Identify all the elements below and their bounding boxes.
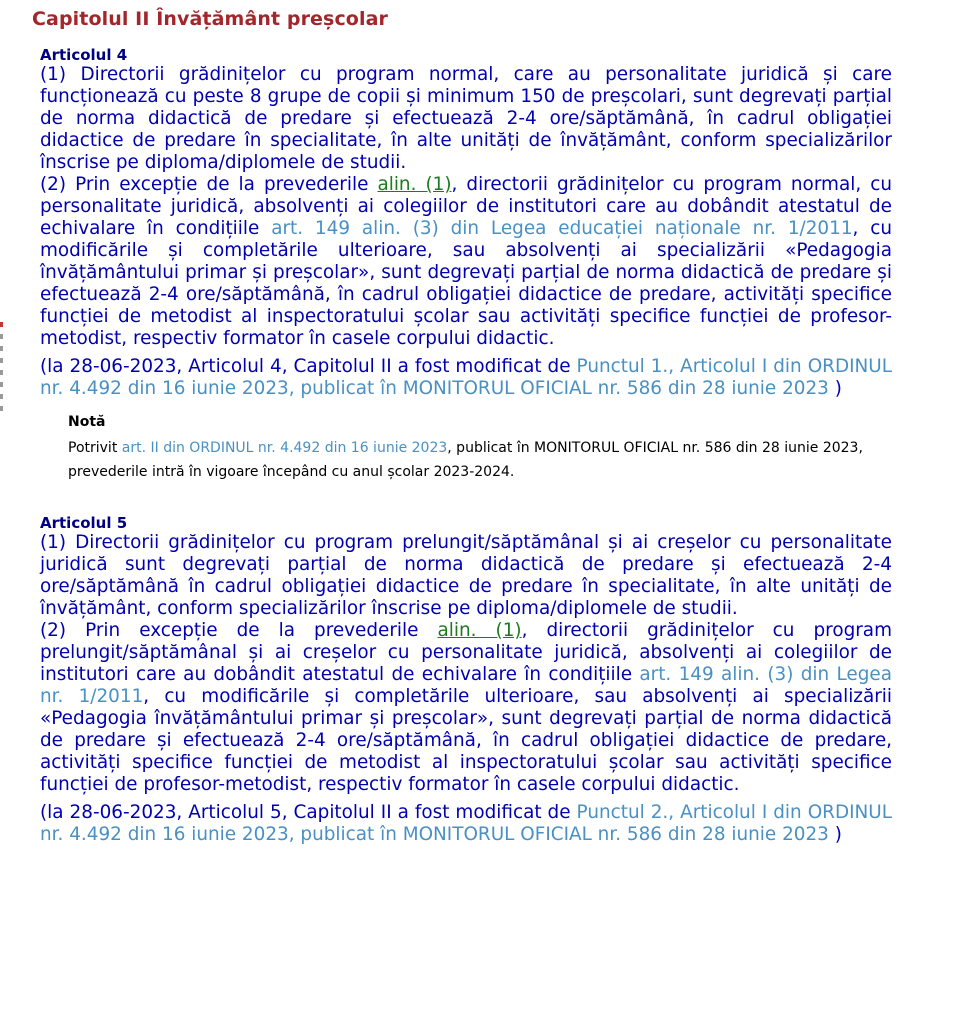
- legea-reference-link[interactable]: art. 149 alin. (3) din Legea educației naționale nr. 1/2011: [271, 218, 853, 239]
- alin-1-link[interactable]: alin. (1): [377, 174, 452, 195]
- article-5-paragraph-1: (1) Directorii grădinițelor cu program prelungit/săptămânal și ai creșelor cu personalitate juridică sunt degrevați parțial de norma didactică de predare și efectuează 2-4 ore/săptămână în cadrul obligației didactice de predare în specialitate, în alte unități de învățământ, conform specializărilor înscrise pe diploma/diplomele de studii.: [40, 532, 892, 619]
- article-5-heading: Articolul 5: [40, 514, 128, 532]
- article-4-heading: Articolul 4: [40, 46, 128, 64]
- article-4: [30, 46, 892, 400]
- margin-markers: [0, 322, 4, 422]
- note-box: [68, 414, 888, 484]
- note-title: Notă: [68, 414, 106, 430]
- legea-reference-link[interactable]: art. 149 alin. (3) din Legea nr. 1/2011: [40, 664, 892, 707]
- document-body: [30, 8, 892, 846]
- chapter-title: Capitolul II Învățământ preșcolar: [32, 8, 388, 30]
- article-4-paragraph-1: (1) Directorii grădinițelor cu program normal, care au personalitate juridică și care funcționează cu peste 8 grupe de copii și minimum 150 de preșcolari, sunt degrevați parțial de norma didactică de predare și efectuează 2-4 ore/săptămână, în cadrul obligației didactice de predare în specialitate, în alte unități de învățământ, conform specializărilor înscrise pe diploma/diplomele de studii.: [40, 64, 892, 173]
- article-4-paragraph-2: (2) Prin excepție de la prevederile alin. (1), directorii grădinițelor cu program normal, cu personalitate juridică, absolvenți ai colegiilor de institutori care au dobândit atestatul de echivalare în condițiile art. 149 alin. (3) din Legea educației naționale nr. 1/2011, cu modificările și completările ulterioare, sau absolvenți ai specializării «Pedagogia învățământului primar și preșcolar», sunt degrevați parțial de norma didactică de predare și efectuează 2-4 ore/săptămână, în cadrul obligației didactice de predare, activități specifice funcției de metodist al inspectoratului școlar sau activități specifice funcției de profesor-metodist, respectiv formator în casele corpului didactic.: [40, 174, 892, 349]
- article-5-modification-note: (la 28-06-2023, Articolul 5, Capitolul II a fost modificat de Punctul 2., Articolul I din ORDINUL nr. 4.492 din 16 iunie 2023, publicat în MONITORUL OFICIAL nr. 586 din 28 iunie 2023 ): [40, 802, 892, 845]
- ordin-reference-link[interactable]: Punctul 1., Articolul I din ORDINUL nr. 4.492 din 16 iunie 2023, publicat în MONITORUL OFICIAL nr. 586 din 28 iunie 2023: [40, 356, 892, 399]
- note-text: Potrivit art. II din ORDINUL nr. 4.492 din 16 iunie 2023, publicat în MONITORUL OFICIAL nr. 586 din 28 iunie 2023, prevederile intră în vigoare începând cu anul școlar 2023-2024.: [68, 440, 863, 480]
- article-4-modification-note: (la 28-06-2023, Articolul 4, Capitolul II a fost modificat de Punctul 1., Articolul I din ORDINUL nr. 4.492 din 16 iunie 2023, publicat în MONITORUL OFICIAL nr. 586 din 28 iunie 2023 ): [40, 356, 892, 399]
- note-reference-link[interactable]: art. II din ORDINUL nr. 4.492 din 16 iunie 2023: [121, 440, 448, 456]
- article-5-paragraph-2: (2) Prin excepție de la prevederile alin. (1), directorii grădinițelor cu program prelungit/săptămânal și ai creșelor cu personalitate juridică, absolvenți ai colegiilor de institutori care au dobândit atestatul de echivalare în condițiile art. 149 alin. (3) din Legea nr. 1/2011, cu modificările și completările ulterioare, sau absolvenți ai specializării «Pedagogia învățământului primar și preșcolar», sunt degrevați parțial de norma didactică de predare și efectuează 2-4 ore/săptămână, în cadrul obligației didactice de predare, activități specifice funcției de metodist al inspectoratului școlar sau activități specifice funcției de profesor-metodist, respectiv formator în casele corpului didactic.: [40, 620, 893, 795]
- ordin-reference-link[interactable]: Punctul 2., Articolul I din ORDINUL nr. 4.492 din 16 iunie 2023, publicat în MONITORUL OFICIAL nr. 586 din 28 iunie 2023: [40, 802, 892, 845]
- article-5: [30, 514, 892, 846]
- alin-1-link[interactable]: alin. (1): [437, 620, 522, 641]
